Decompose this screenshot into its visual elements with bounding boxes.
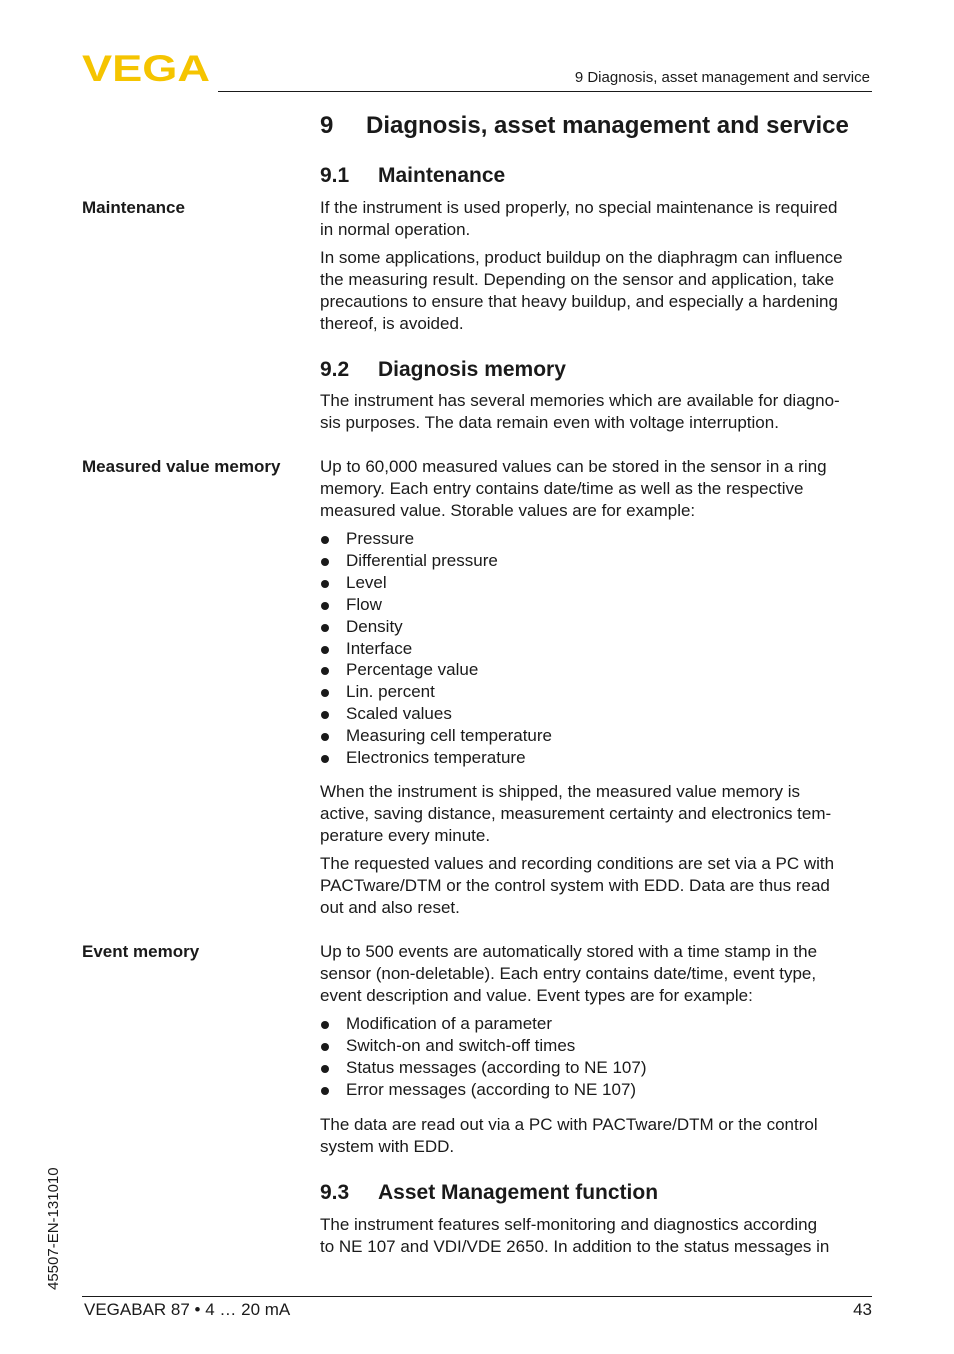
text-line: memory. Each entry contains date/time as well as the respective (320, 479, 804, 498)
text-line: The instrument features self-monitoring and diagnostics according (320, 1215, 818, 1234)
bullet-icon (321, 733, 329, 741)
paragraph-event-memory-2 (320, 1114, 880, 1158)
bullet-icon (321, 1065, 329, 1073)
list-item: Flow (320, 594, 552, 616)
list-item: Percentage value (320, 659, 552, 681)
paragraph-event-memory-1 (320, 941, 880, 1007)
section-heading-asset-management (320, 1181, 658, 1205)
section-number: 9.1 (320, 164, 350, 187)
list-item: Modification of a parameter (320, 1013, 646, 1035)
paragraph-measured-value-1 (320, 456, 880, 522)
footer-product: VEGABAR 87 • 4 … 20 mA (84, 1300, 291, 1319)
list-item: Measuring cell temperature (320, 725, 552, 747)
bullet-icon (321, 558, 329, 566)
chapter-number: 9 (320, 112, 334, 139)
list-item: Level (320, 572, 552, 594)
text-line: thereof, is avoided. (320, 314, 464, 333)
text-line: to NE 107 and VDI/VDE 2650. In addition to the status messages in (320, 1237, 830, 1256)
text-line: out and also reset. (320, 898, 460, 917)
paragraph-asset-management (320, 1214, 880, 1258)
list-item: Pressure (320, 528, 552, 550)
text-line: measured value. Storable values are for example: (320, 501, 696, 520)
list-item: Interface (320, 638, 552, 660)
text-line: event description and value. Event types are for example: (320, 986, 753, 1005)
section-title: Asset Management function (378, 1181, 659, 1204)
list-item: Lin. percent (320, 681, 552, 703)
section-number: 9.3 (320, 1181, 350, 1204)
list-item: Scaled values (320, 703, 552, 725)
list-item: Error messages (according to NE 107) (320, 1079, 646, 1101)
bullet-icon (321, 1043, 329, 1051)
paragraph-diagnosis-intro (320, 390, 880, 434)
text-line: Up to 500 events are automatically stored with a time stamp in the (320, 942, 818, 961)
text-line: sis purposes. The data remain even with voltage interruption. (320, 413, 779, 432)
section-heading-maintenance (320, 164, 505, 188)
bullet-icon (321, 646, 329, 654)
storable-values-list (320, 528, 552, 769)
list-item: Electronics temperature (320, 747, 552, 769)
event-types-list (320, 1013, 646, 1101)
text-line: When the instrument is shipped, the measured value memory is (320, 782, 801, 801)
bullet-icon (321, 1087, 329, 1095)
text-line: If the instrument is used properly, no special maintenance is required (320, 198, 838, 217)
list-item: Status messages (according to NE 107) (320, 1057, 646, 1079)
side-label-maintenance: Maintenance (82, 198, 185, 217)
text-line: active, saving distance, measurement certainty and electronics tem- (320, 804, 832, 823)
paragraph-maintenance-1 (320, 197, 880, 241)
chapter-title: Diagnosis, asset management and service (366, 112, 849, 139)
text-line: The instrument has several memories which are available for diagno- (320, 391, 840, 410)
list-item: Switch-on and switch-off times (320, 1035, 646, 1057)
page-number: 43 (853, 1300, 872, 1319)
text-line: Up to 60,000 measured values can be stored in the sensor in a ring (320, 457, 827, 476)
bullet-icon (321, 667, 329, 675)
section-number: 9.2 (320, 358, 350, 381)
paragraph-measured-value-2 (320, 781, 880, 847)
logo-text: VEGA (82, 52, 210, 82)
text-line: The data are read out via a PC with PACTware/DTM or the control (320, 1115, 818, 1134)
bullet-icon (321, 602, 329, 610)
chapter-heading (320, 112, 849, 140)
header-rule (218, 91, 872, 92)
text-line: the measuring result. Depending on the sensor and application, take (320, 270, 835, 289)
list-item: Density (320, 616, 552, 638)
footer-rule (82, 1296, 872, 1297)
bullet-icon (321, 711, 329, 719)
section-heading-diagnosis-memory (320, 358, 566, 382)
text-line: In some applications, product buildup on the diaphragm can influence (320, 248, 843, 267)
bullet-icon (321, 689, 329, 697)
bullet-icon (321, 580, 329, 588)
text-line: sensor (non-deletable). Each entry contains date/time, event type, (320, 964, 817, 983)
bullet-icon (321, 1021, 329, 1029)
text-line: in normal operation. (320, 220, 471, 239)
text-line: perature every minute. (320, 826, 491, 845)
text-line: precautions to ensure that heavy buildup, and especially a hardening (320, 292, 838, 311)
text-line: PACTware/DTM or the control system with EDD. Data are thus read (320, 876, 830, 895)
section-title: Maintenance (378, 164, 506, 187)
list-item: Differential pressure (320, 550, 552, 572)
vega-logo (82, 52, 212, 82)
bullet-icon (321, 624, 329, 632)
paragraph-measured-value-3 (320, 853, 880, 919)
paragraph-maintenance-2 (320, 247, 880, 335)
text-line: The requested values and recording conditions are set via a PC with (320, 854, 835, 873)
document-number: 45507-EN-131010 (45, 1167, 62, 1290)
section-title: Diagnosis memory (378, 358, 566, 381)
side-label-event-memory: Event memory (82, 942, 200, 961)
bullet-icon (321, 755, 329, 763)
side-label-measured-value-memory: Measured value memory (82, 457, 281, 476)
bullet-icon (321, 536, 329, 544)
running-title: 9 Diagnosis, asset management and service (574, 69, 870, 86)
text-line: system with EDD. (320, 1137, 455, 1156)
